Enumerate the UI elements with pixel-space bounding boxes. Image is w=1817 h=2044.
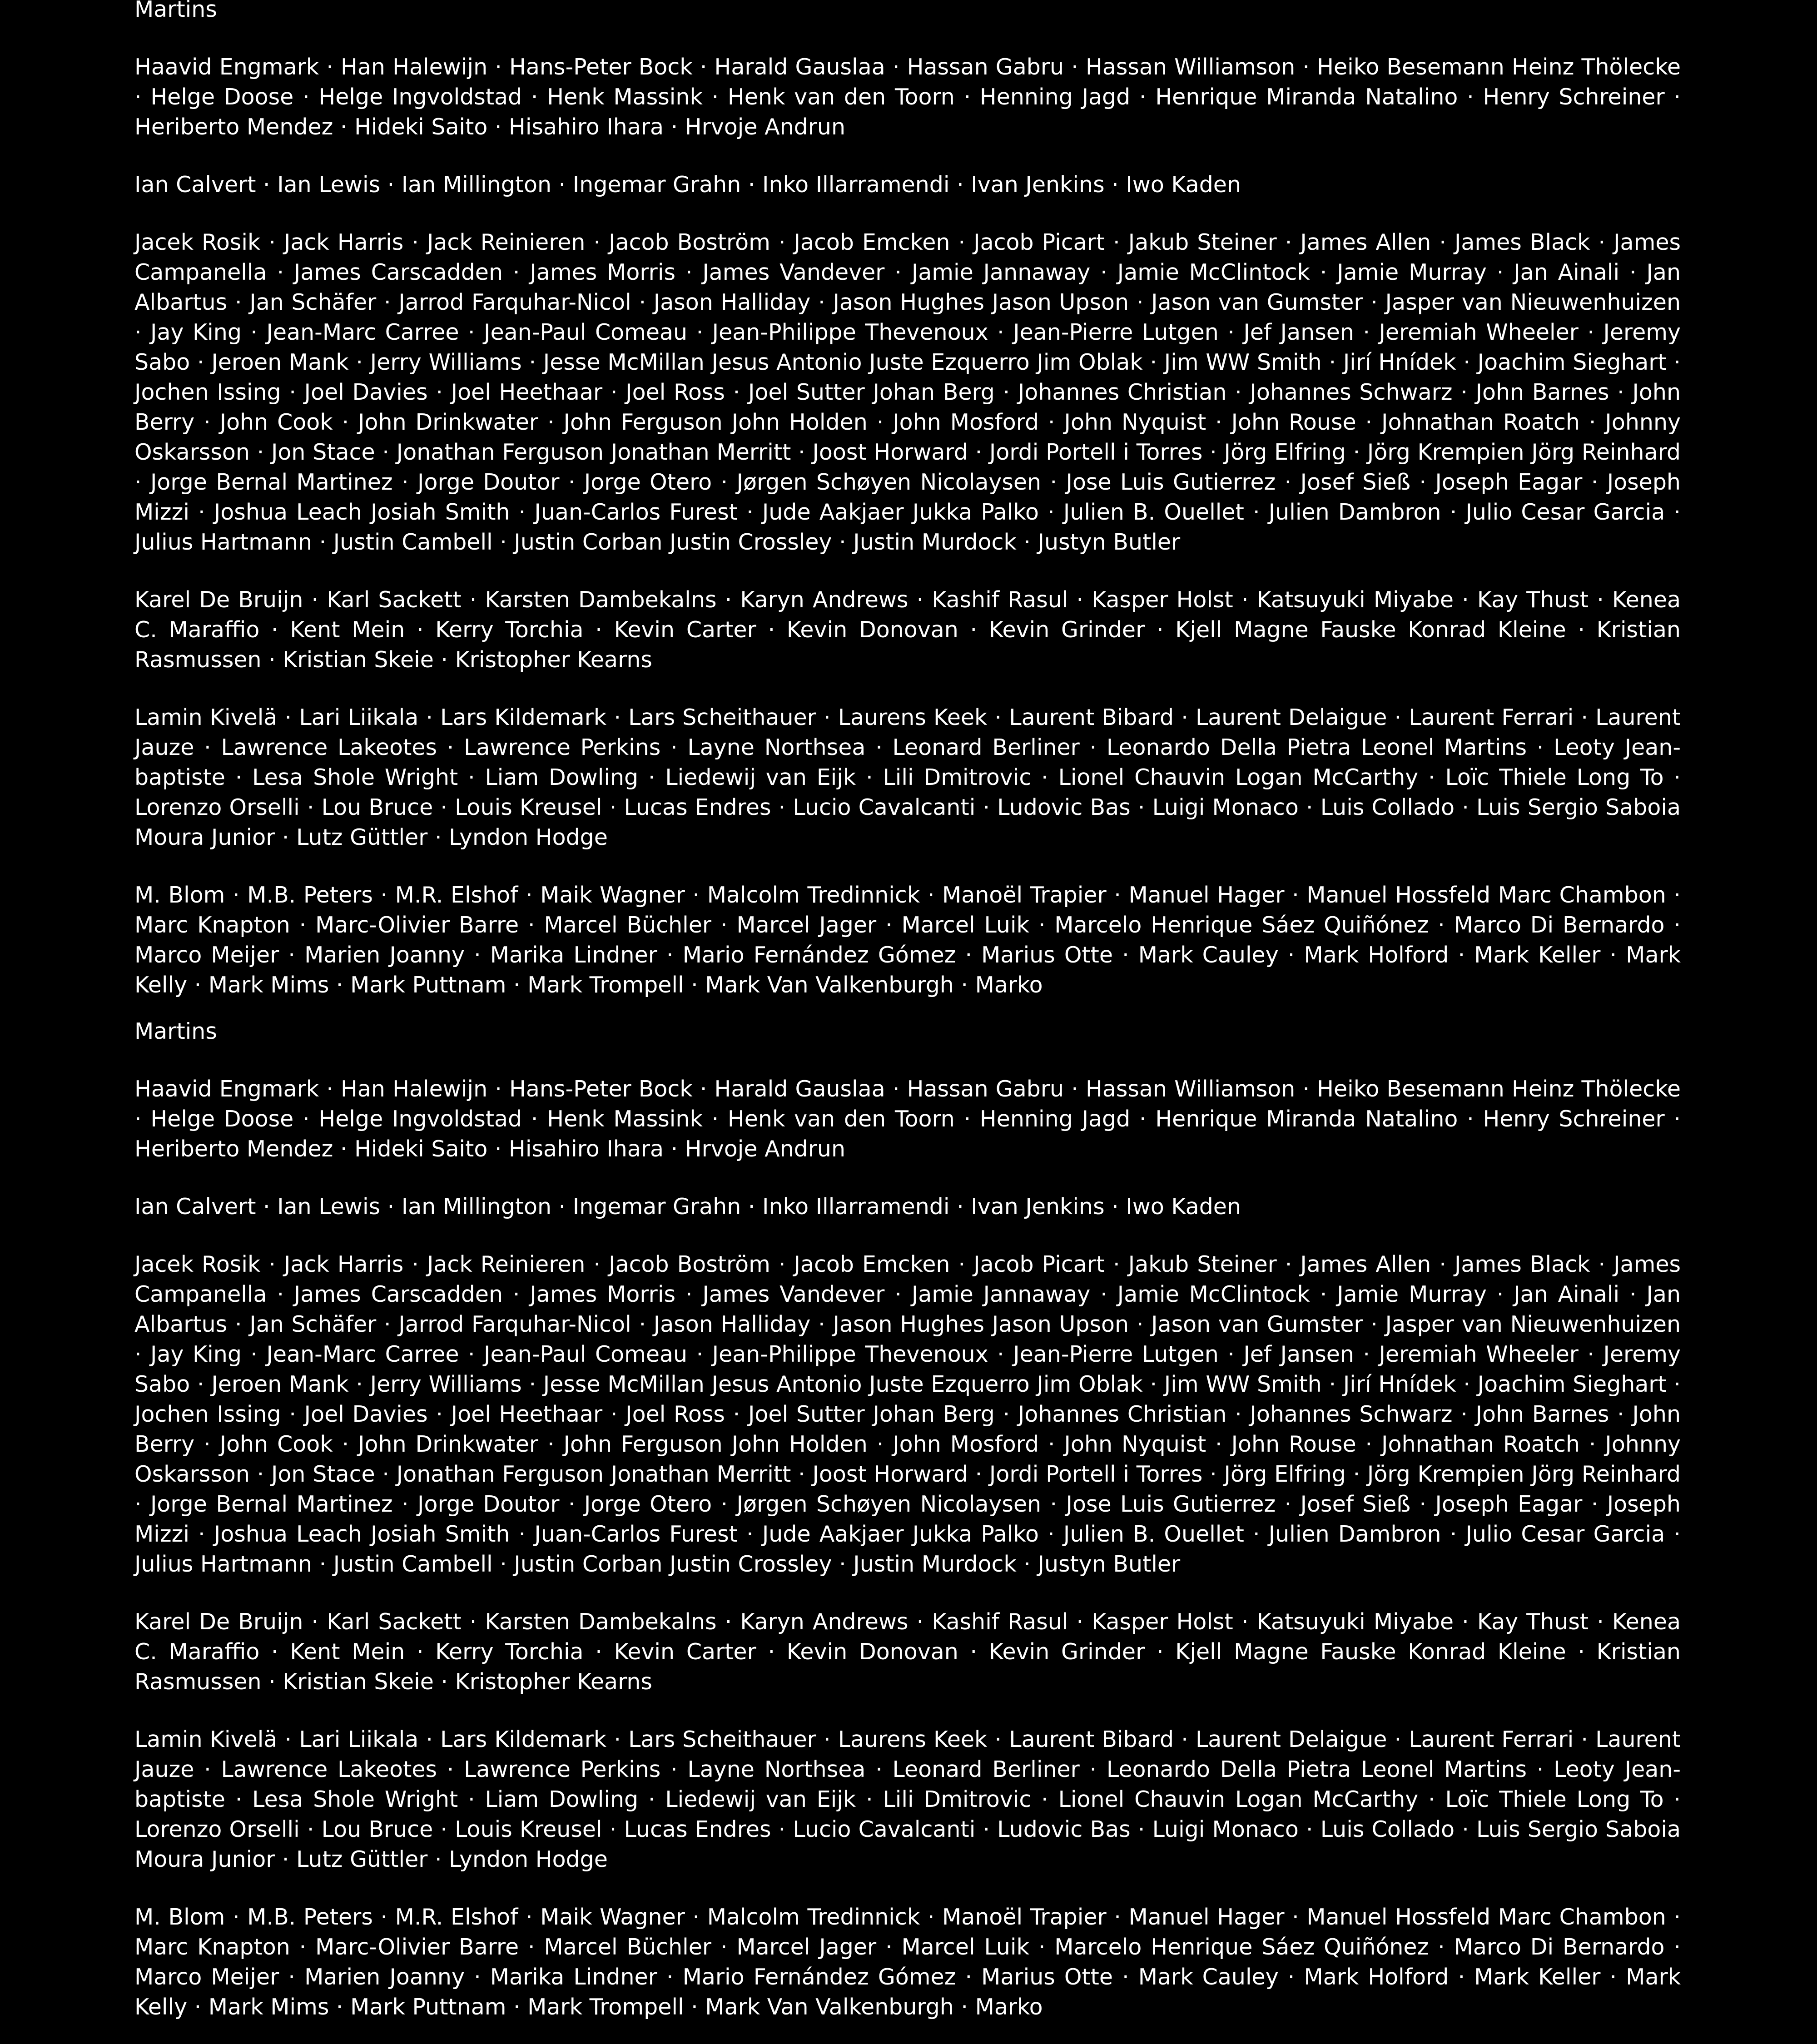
credits-block-k: Karel De Bruijn · Karl Sackett · Karsten Dambekalns · Karyn Andrews · Kashif Rasul · Kasper Holst · Katsuyuki Miyabe · Kay Thust · Kenea C. Maraffio · Kent Mein · Kerry Torchia · Kevin Carter · Kevin Donovan · Kevin Grinder · Kjell Magne Fauske Konrad Kleine · Kristian Rasmussen · Kristian Skeie · Kristopher Kearns: [134, 587, 1681, 673]
credits-block-j: Jacek Rosik · Jack Harris · Jack Reinieren · Jacob Boström · Jacob Emcken · Jacob Picart · Jakub Steiner · James Allen · James Black · James Campanella · James Carscadden · James Morris · James Vandever · Jamie Jannaway · Jamie McClintock · Jamie Murray · Jan Ainali · Jan Albartus · Jan Schäfer · Jarrod Farquhar-Nicol · Jason Halliday · Jason Hughes Jason Upson · Jason van Gumster · Jasper van Nieuwenhuizen · Jay King · Jean-Marc Carree · Jean-Paul Comeau · Jean-Philippe Thevenoux · Jean-Pierre Lutgen · Jef Jansen · Jeremiah Wheeler · Jeremy Sabo · Jeroen Mank · Jerry Williams · Jesse McMillan Jesus Antonio Juste Ezquerro Jim Oblak · Jim WW Smith · Jirí Hnídek · Joachim Sieghart · Jochen Issing · Joel Davies · Joel Heethaar · Joel Ross · Joel Sutter Johan Berg · Johannes Christian · Johannes Schwarz · John Barnes · John Berry · John Cook · John Drinkwater · John Ferguson John Holden · John Mosford · John Nyquist · John Rouse · Johnathan Roatch · Johnny Oskarsson · Jon Stace · Jonathan Ferguson Jonathan Merritt · Joost Horward · Jordi Portell i Torres · Jörg Elfring · Jörg Krempien Jörg Reinhard · Jorge Bernal Martinez · Jorge Doutor · Jorge Otero · Jørgen Schøyen Nicolaysen · Jose Luis Gutierrez · Josef Sieß · Joseph Eagar · Joseph Mizzi · Joshua Leach Josiah Smith · Juan-Carlos Furest · Jude Aakjaer Jukka Palko · Julien B. Ouellet · Julien Dambron · Julio Cesar Garcia · Julius Hartmann · Justin Cambell · Justin Corban Justin Crossley · Justin Murdock · Justyn Butler: [134, 1251, 1681, 1577]
credits-list: [134, 0, 1681, 1000]
credits-block-j: Jacek Rosik · Jack Harris · Jack Reinieren · Jacob Boström · Jacob Emcken · Jacob Picart · Jakub Steiner · James Allen · James Black · James Campanella · James Carscadden · James Morris · James Vandever · Jamie Jannaway · Jamie McClintock · Jamie Murray · Jan Ainali · Jan Albartus · Jan Schäfer · Jarrod Farquhar-Nicol · Jason Halliday · Jason Hughes Jason Upson · Jason van Gumster · Jasper van Nieuwenhuizen · Jay King · Jean-Marc Carree · Jean-Paul Comeau · Jean-Philippe Thevenoux · Jean-Pierre Lutgen · Jef Jansen · Jeremiah Wheeler · Jeremy Sabo · Jeroen Mank · Jerry Williams · Jesse McMillan Jesus Antonio Juste Ezquerro Jim Oblak · Jim WW Smith · Jirí Hnídek · Joachim Sieghart · Jochen Issing · Joel Davies · Joel Heethaar · Joel Ross · Joel Sutter Johan Berg · Johannes Christian · Johannes Schwarz · John Barnes · John Berry · John Cook · John Drinkwater · John Ferguson John Holden · John Mosford · John Nyquist · John Rouse · Johnathan Roatch · Johnny Oskarsson · Jon Stace · Jonathan Ferguson Jonathan Merritt · Joost Horward · Jordi Portell i Torres · Jörg Elfring · Jörg Krempien Jörg Reinhard · Jorge Bernal Martinez · Jorge Doutor · Jorge Otero · Jørgen Schøyen Nicolaysen · Jose Luis Gutierrez · Josef Sieß · Joseph Eagar · Joseph Mizzi · Joshua Leach Josiah Smith · Juan-Carlos Furest · Jude Aakjaer Jukka Palko · Julien B. Ouellet · Julien Dambron · Julio Cesar Garcia · Julius Hartmann · Justin Cambell · Justin Corban Justin Crossley · Justin Murdock · Justyn Butler: [134, 229, 1681, 555]
credits-block-h: Haavid Engmark · Han Halewijn · Hans-Peter Bock · Harald Gauslaa · Hassan Gabru · Hassan Williamson · Heiko Besemann Heinz Thölecke · Helge Doose · Helge Ingvoldstad · Henk Massink · Henk van den Toorn · Henning Jagd · Henrique Miranda Natalino · Henry Schreiner · Heriberto Mendez · Hideki Saito · Hisahiro Ihara · Hrvoje Andrun: [134, 1076, 1681, 1162]
credits-panel-bottom: [0, 1022, 1817, 2044]
credits-block-m: M. Blom · M.B. Peters · M.R. Elshof · Maik Wagner · Malcolm Tredinnick · Manoël Trapier · Manuel Hager · Manuel Hossfeld Marc Chambon · Marc Knapton · Marc-Olivier Barre · Marcel Büchler · Marcel Jager · Marcel Luik · Marcelo Henrique Sáez Quiñónez · Marco Di Bernardo · Marco Meijer · Marien Joanny · Marika Lindner · Mario Fernández Gómez · Marius Otte · Mark Cauley · Mark Holford · Mark Keller · Mark Kelly · Mark Mims · Mark Puttnam · Mark Trompell · Mark Van Valkenburgh · Marko: [134, 1904, 1681, 2020]
credits-block-m: M. Blom · M.B. Peters · M.R. Elshof · Maik Wagner · Malcolm Tredinnick · Manoël Trapier · Manuel Hager · Manuel Hossfeld Marc Chambon · Marc Knapton · Marc-Olivier Barre · Marcel Büchler · Marcel Jager · Marcel Luik · Marcelo Henrique Sáez Quiñónez · Marco Di Bernardo · Marco Meijer · Marien Joanny · Marika Lindner · Mario Fernández Gómez · Marius Otte · Mark Cauley · Mark Holford · Mark Keller · Mark Kelly · Mark Mims · Mark Puttnam · Mark Trompell · Mark Van Valkenburgh · Marko: [134, 882, 1681, 998]
credits-lead-name: Martins: [134, 1022, 217, 1044]
credits-block-l: Lamin Kivelä · Lari Liikala · Lars Kildemark · Lars Scheithauer · Laurens Keek · Laurent Bibard · Laurent Delaigue · Laurent Ferrari · Laurent Jauze · Lawrence Lakeotes · Lawrence Perkins · Layne Northsea · Leonard Berliner · Leonardo Della Pietra Leonel Martins · Leoty Jean-baptiste · Lesa Shole Wright · Liam Dowling · Liedewij van Eijk · Lili Dmitrovic · Lionel Chauvin Logan McCarthy · Loïc Thiele Long To · Lorenzo Orselli · Lou Bruce · Louis Kreusel · Lucas Endres · Lucio Cavalcanti · Ludovic Bas · Luigi Monaco · Luis Collado · Luis Sergio Saboia Moura Junior · Lutz Güttler · Lyndon Hodge: [134, 1726, 1681, 1872]
credits-list: [134, 1022, 1681, 2022]
credits-block-l: Lamin Kivelä · Lari Liikala · Lars Kildemark · Lars Scheithauer · Laurens Keek · Laurent Bibard · Laurent Delaigue · Laurent Ferrari · Laurent Jauze · Lawrence Lakeotes · Lawrence Perkins · Layne Northsea · Leonard Berliner · Leonardo Della Pietra Leonel Martins · Leoty Jean-baptiste · Lesa Shole Wright · Liam Dowling · Liedewij van Eijk · Lili Dmitrovic · Lionel Chauvin Logan McCarthy · Loïc Thiele Long To · Lorenzo Orselli · Lou Bruce · Louis Kreusel · Lucas Endres · Lucio Cavalcanti · Ludovic Bas · Luigi Monaco · Luis Collado · Luis Sergio Saboia Moura Junior · Lutz Güttler · Lyndon Hodge: [134, 704, 1681, 850]
credits-block-k: Karel De Bruijn · Karl Sackett · Karsten Dambekalns · Karyn Andrews · Kashif Rasul · Kasper Holst · Katsuyuki Miyabe · Kay Thust · Kenea C. Maraffio · Kent Mein · Kerry Torchia · Kevin Carter · Kevin Donovan · Kevin Grinder · Kjell Magne Fauske Konrad Kleine · Kristian Rasmussen · Kristian Skeie · Kristopher Kearns: [134, 1609, 1681, 1695]
credits-block-h: Haavid Engmark · Han Halewijn · Hans-Peter Bock · Harald Gauslaa · Hassan Gabru · Hassan Williamson · Heiko Besemann Heinz Thölecke · Helge Doose · Helge Ingvoldstad · Henk Massink · Henk van den Toorn · Henning Jagd · Henrique Miranda Natalino · Henry Schreiner · Heriberto Mendez · Hideki Saito · Hisahiro Ihara · Hrvoje Andrun: [134, 54, 1681, 140]
credits-lead-name: Martins: [134, 0, 217, 22]
credits-block-i: Ian Calvert · Ian Lewis · Ian Millington · Ingemar Grahn · Inko Illarramendi · Ivan Jenkins · Iwo Kaden: [134, 1194, 1241, 1220]
credits-block-i: Ian Calvert · Ian Lewis · Ian Millington · Ingemar Grahn · Inko Illarramendi · Ivan Jenkins · Iwo Kaden: [134, 172, 1241, 198]
